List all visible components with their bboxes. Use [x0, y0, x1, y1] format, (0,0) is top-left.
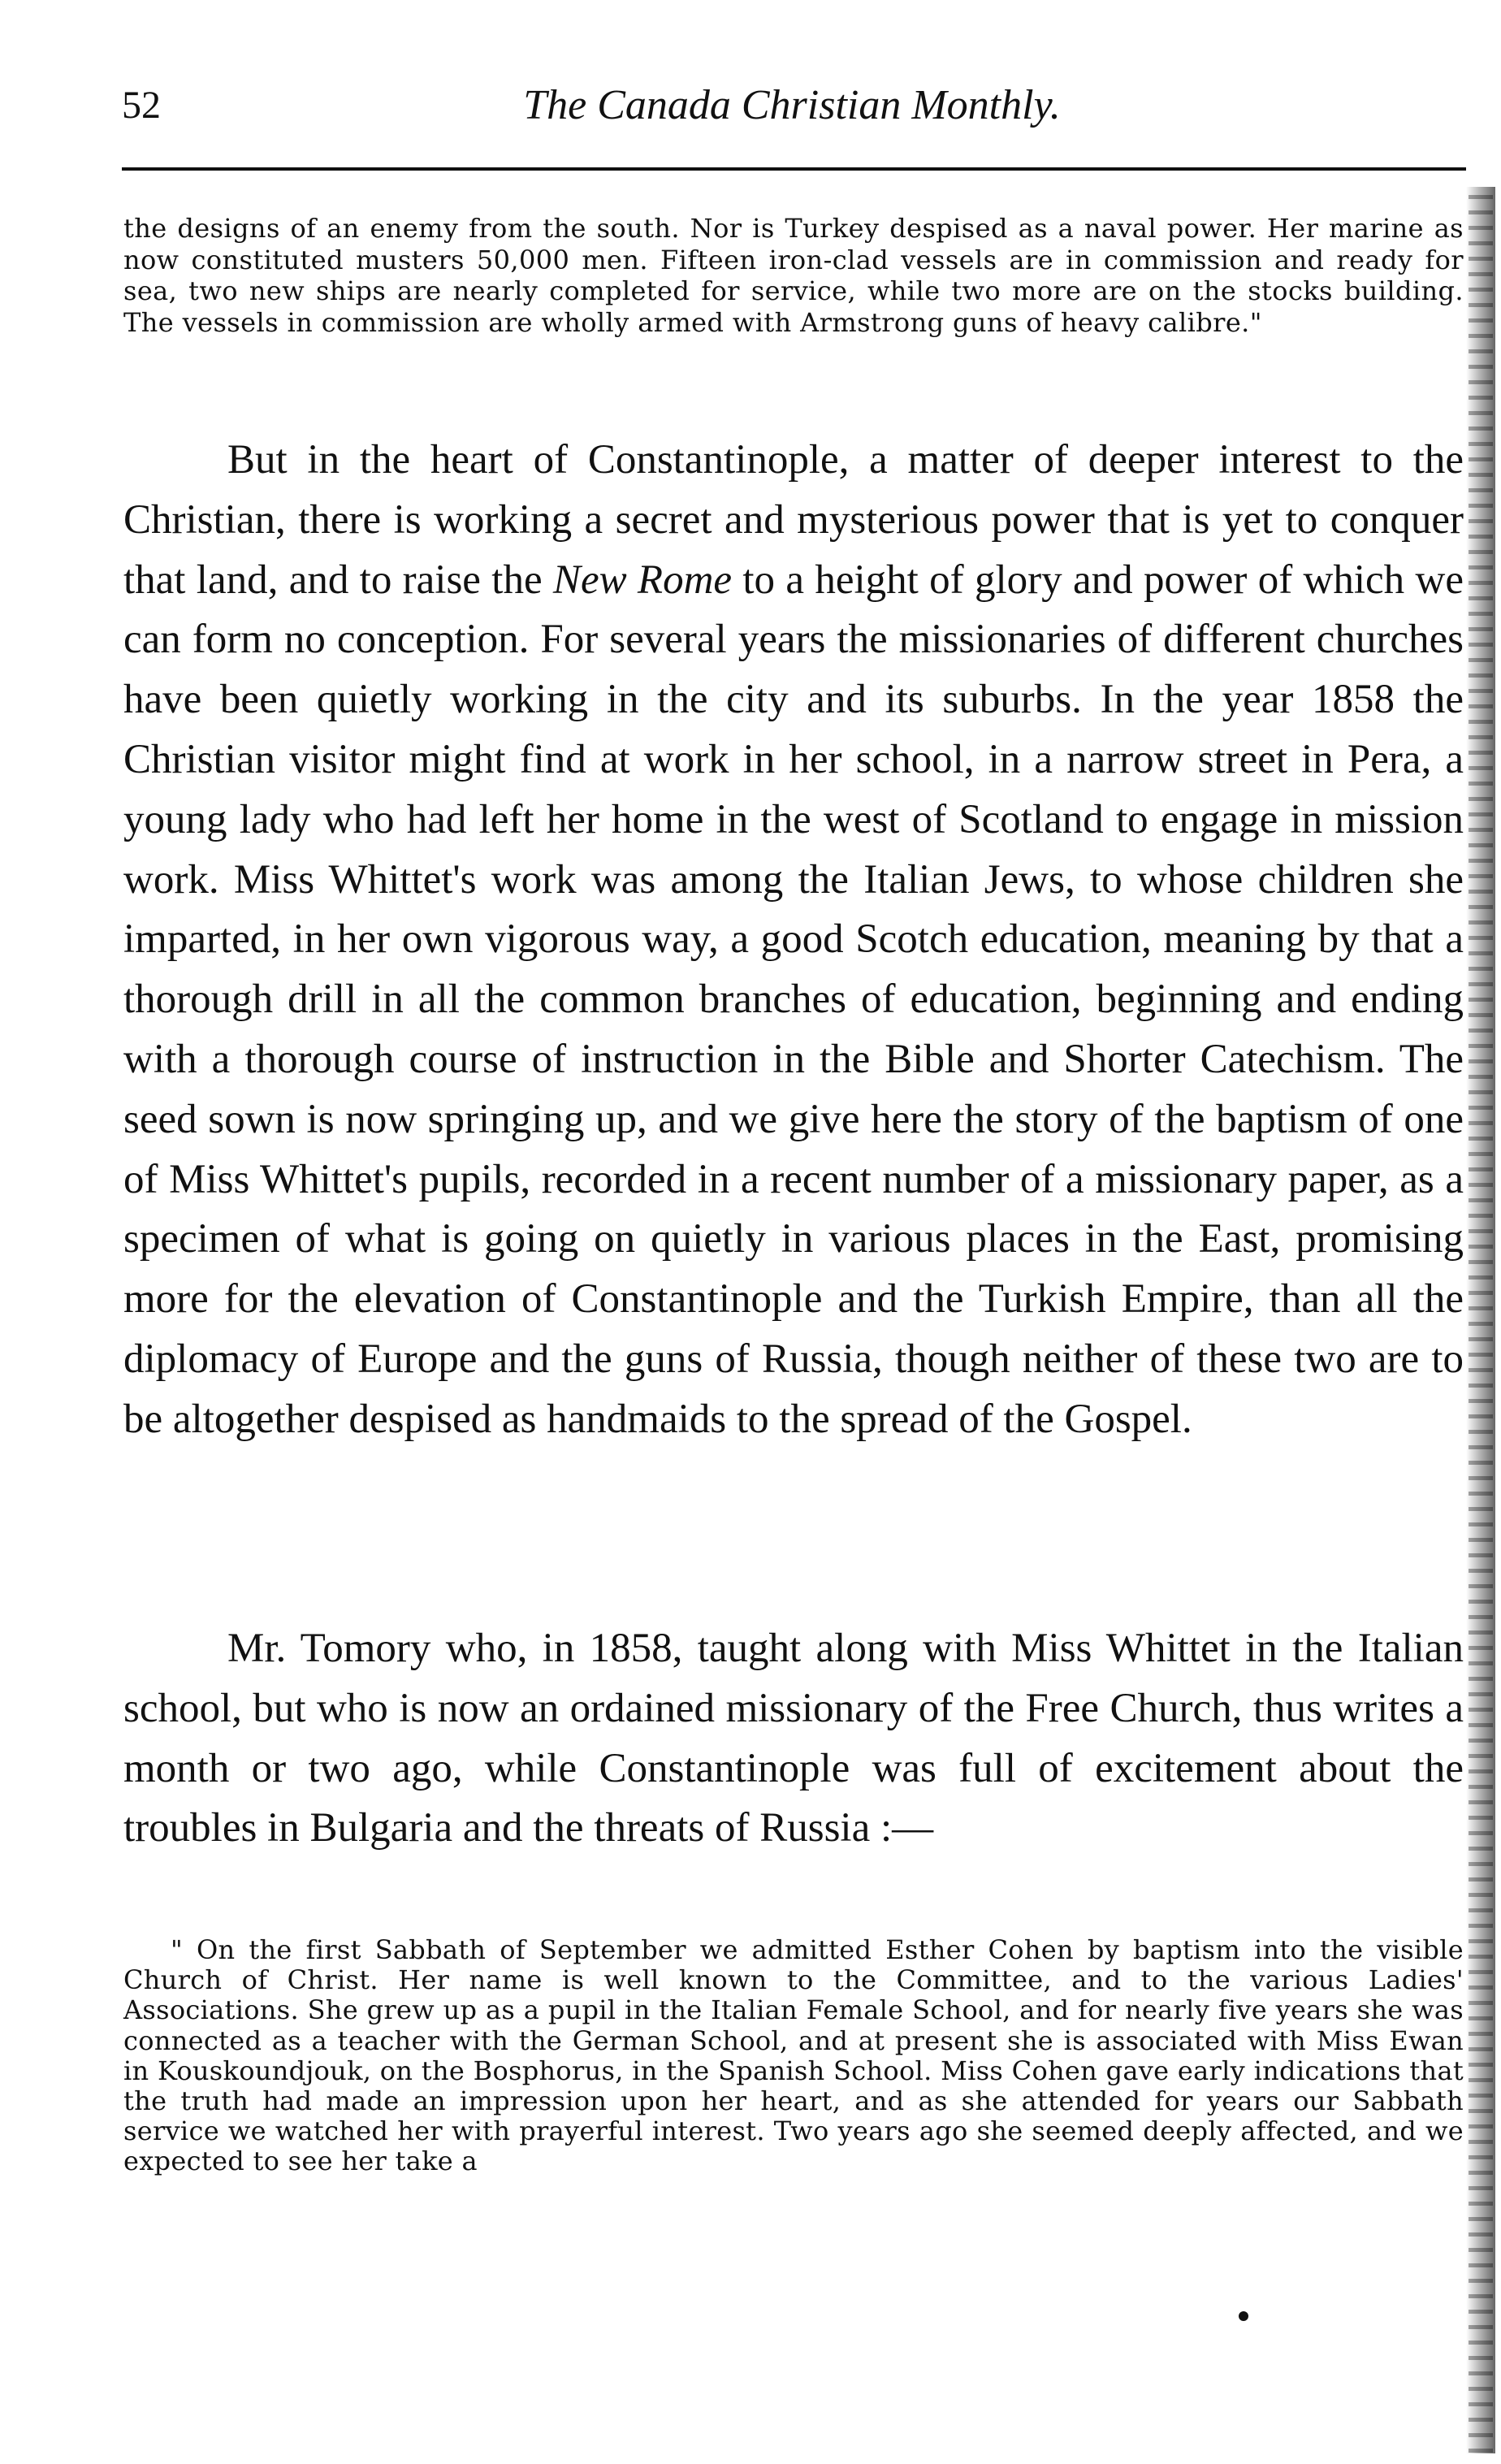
footer-dot: [1239, 2311, 1248, 2321]
paragraph-text-start: But in the heart of Constantinople, a matter of deeper interest to the Christian, there is working a secret and mysterious power that is yet to conquer that land, and to raise the: [123, 437, 1464, 603]
quoted-excerpt-top: the designs of an enemy from the south. Nor is Turkey despised as a naval power. Her marine as now constituted musters 50,000 men. Fifteen iron-clad vessels are in commission and ready for sea, two new ships are nearly completed for service, while two more are on the stocks building. The vessels in commission are wholly armed with Armstrong guns of heavy calibre.": [123, 213, 1464, 338]
italic-new-rome: New Rome: [552, 556, 733, 603]
paragraph-text-end: to a height of glory and power of which we can form no conception. For several years the missionaries of different churches have been quietly working in the city and its suburbs. In the year 1858 the Christian visitor might find at work in her school, in a narrow street in Pera, a young lady who had left her home in the west of Scotland to engage in mission work. Miss Whittet's work was among the Italian Jews, to whose children she imparted, in her own vigorous way, a good Scotch education, meaning by that a thorough drill in all the common branches of education, beginning and ending with a thorough course of instruction in the Bible and Shorter Catechism. The seed sown is now springing up, and we give here the story of the baptism of one of Miss Whittet's pupils, recorded in a recent number of a missionary paper, as a specimen of what is going on quietly in various places in the East, promising more for the elevation of Constantinople and the Turkish Empire, than all the diplomacy of Europe and the guns of Russia, though neither of these two are to be altogether despised as handmaids to the spread of the Gospel.: [123, 556, 1464, 1442]
header-rule: [122, 167, 1466, 171]
body-paragraph-tomory: Mr. Tomory who, in 1858, taught along with Miss Whittet in the Italian school, but who is now an ordained missionary of the Free Church, thus writes a month or two ago, while Constantinople was full of excitement about the troubles in Bulgaria and the threats of Russia :—: [123, 1626, 1464, 1851]
page-edge-specks: [1469, 195, 1493, 2453]
quoted-letter-cohen: " On the first Sabbath of September we admitted Esther Cohen by baptism into the visible Church of Christ. Her name is well known to the Committee, and to the various Ladies' Associations. She grew up as a pupil in the Italian Female School, and for nearly five years she was connected as a teacher with the German School, and at present she is associated with Miss Ewan in Kouskoundjouk, on the Bosphorus, in the Spanish School. Miss Cohen gave early indications that the truth had made an impression upon her heart, and as she attended for years our Sabbath service we watched her with prayerful interest. Two years ago she seemed deeply affected, and we expected to see her take a: [123, 1934, 1464, 2177]
page-number: 52: [122, 84, 161, 127]
page-header: [122, 81, 1462, 146]
body-paragraph-constantinople: [123, 431, 1464, 1450]
running-title: The Canada Christian Monthly.: [523, 82, 1061, 128]
